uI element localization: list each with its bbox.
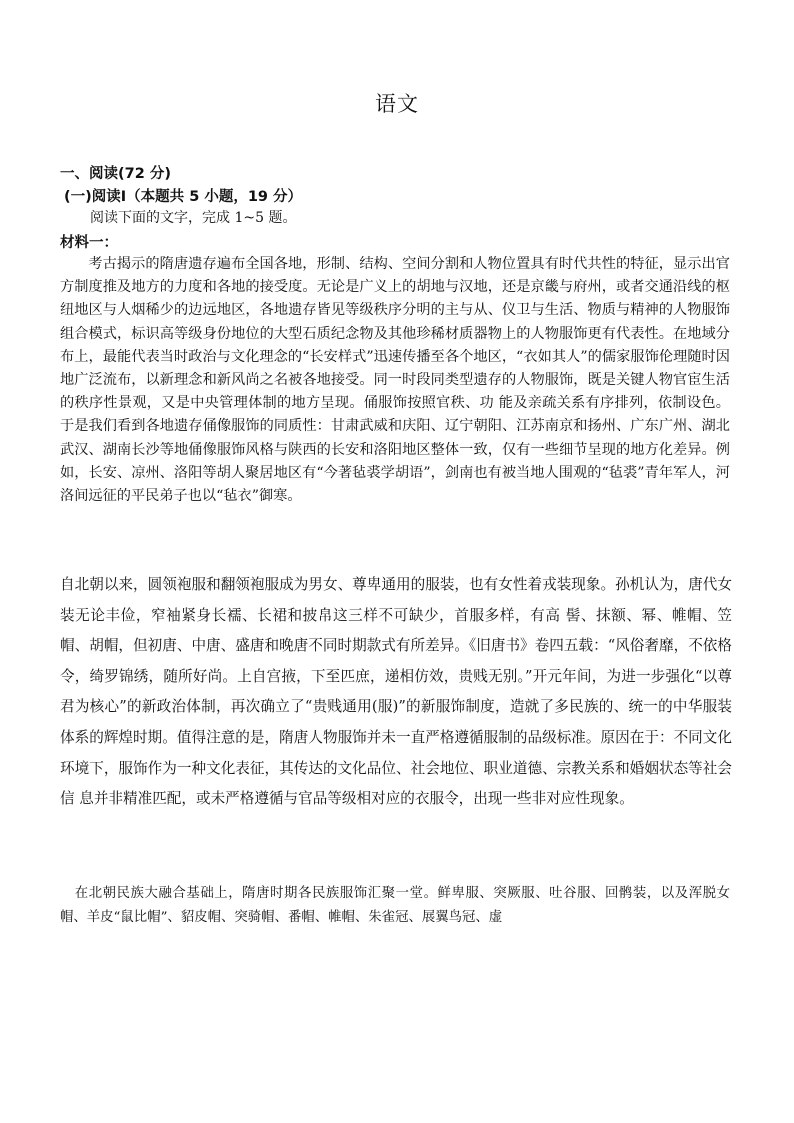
paragraph-1: 考古揭示的隋唐遗存遍布全国各地，形制、结构、空间分割和人物位置具有时代共性的特征，显示出官方制度推及地方的力度和各地的接受度。无论是广义上的胡地与汉地，还是京畿与府州，或者交通沿线的枢纽地区与人烟稀少的边远地区，各地遗存皆见等级秩序分明的主与从、仪卫与生活、物质与精神的人物服饰组合模式，标识高等级身份地位的大型石质纪念物及其他珍稀材质器物上的人物服饰更有代表性。在地域分布上，最能代表当时政治与文化理念的“长安样式”迅速传播至各个地区，“衣如其人”的儒家服饰伦理随时因地广泛流布，以新理念和新风尚之名被各地接受。同一时段同类型遗存的人物服饰，既是关键人物官宦生活的秩序性景观，又是中央管理体制的地方呈现。俑服饰按照官秩、功 能及亲疏关系有序排列，依制设色。于是我们看到各地遗存俑像服饰的同质性：甘肃武威和庆阳、辽宁朝阳、江苏南京和扬州、广东广州、湖北武汉、湖南长沙等地俑像服饰风格与陕西的长安和洛阳地区整体一致，仅有一些细节呈现的地方化差异。例如，长安、凉州、洛阳等胡人聚居地区有“今著毡裘学胡语”，剑南也有被当地人围观的“毡裘”青年军人，河洛间远征的平民弟子也以“毡衣”御寒。: [60, 256, 730, 505]
subsection-heading: (一)阅读Ⅰ（本题共 5 小题，19 分）: [64, 189, 303, 205]
section-heading: 一、阅读(72 分): [60, 166, 171, 182]
paragraph-2: 自北朝以来，圆领袍服和翻领袍服成为男女、尊卑通用的服装，也有女性着戎装现象。孙机认为，唐代女装无论丰俭，窄袖紧身长襦、长裙和披帛这三样不可缺少，首服多样，有高 髻、抹额、幂、帷帽、笠帽、胡帽，但初唐、中唐、盛唐和晚唐不同时期款式有所差异。《旧唐书》卷四五载：“风俗奢靡，不依格令，绮罗锦绣，随所好尚。上自宫掖，下至匹庶，递相仿效，贵贱无别。”开元年间，为进一步强化“以尊君为核心”的新政治体制，再次确立了“贵贱通用(服)”的新服饰制度，造就了多民族的、统一的中华服装体系的辉煌时期。值得注意的是，隋唐人物服饰并未一直严格遵循服制的品级标准。原因在于：不同文化环境下，服饰作为一种文化表征，其传达的文化品位、社会地位、职业道德、宗教关系和婚姻状态等社会信 息并非精准匹配，或未严格遵循与官品等级相对应的衣服令，出现一些非对应性现象。: [60, 576, 732, 808]
instruction-text: 阅读下面的文字，完成 1~5 题。: [90, 210, 297, 226]
material-label: 材料一：: [60, 235, 118, 251]
paragraph-3: 在北朝民族大融合基础上，隋唐时期各民族服饰汇聚一堂。鲜卑服、突厥服、吐谷服、回鹘装，以及浑脱女帽、羊皮“鼠比帽”、貂皮帽、突骑帽、番帽、帷帽、朱雀冠、展翼鸟冠、虚: [60, 886, 730, 925]
page-title: 语文: [375, 92, 419, 116]
